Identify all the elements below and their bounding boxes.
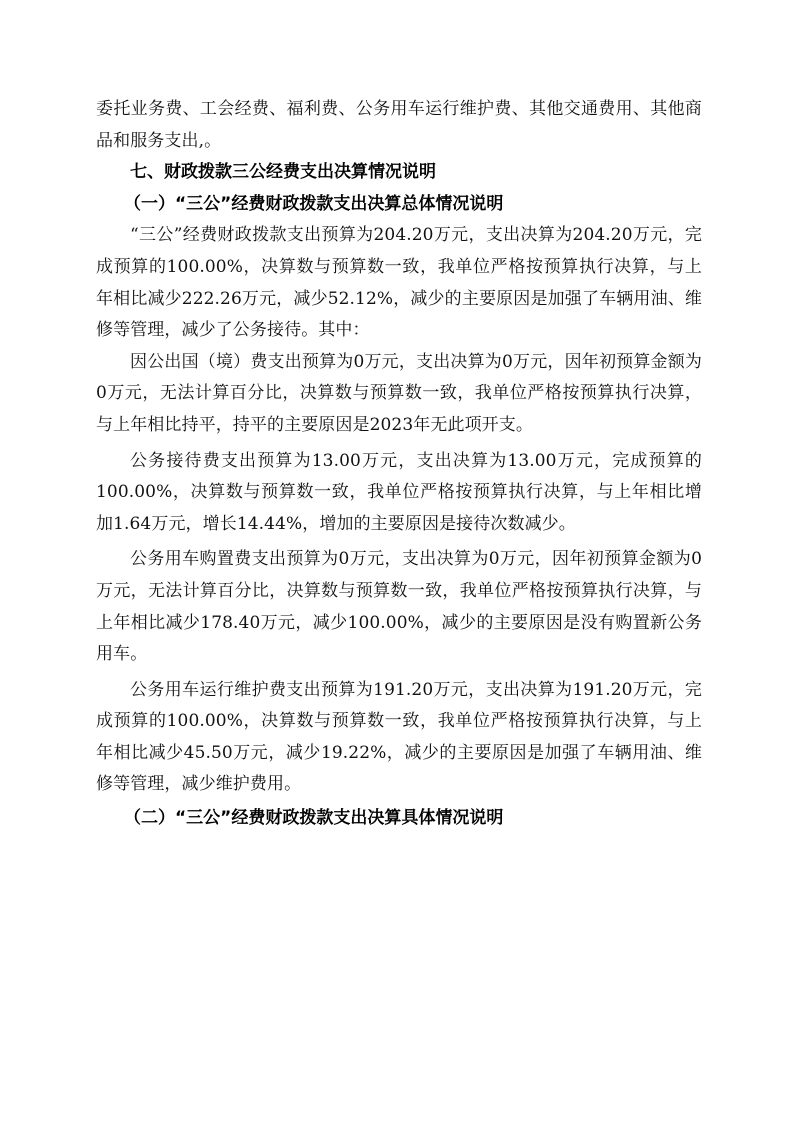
paragraph-overseas-travel: 因公出国（境）费支出预算为0万元，支出决算为0万元，因年初预算金额为0万元，无法计算百分比，决算数与预算数一致，我单位严格按预算执行决算，与上年相比持平，持平的主要原因是2023年无此项开支。 (96, 351, 702, 435)
continuation-paragraph: 委托业务费、工会经费、福利费、公务用车运行维护费、其他交通费用、其他商品和服务支出,。 (96, 99, 702, 151)
subsection-heading-overall: （一）“三公”经费财政拨款支出决算总体情况说明 (124, 193, 504, 214)
paragraph-official-reception: 公务接待费支出预算为13.00万元，支出决算为13.00万元，完成预算的100.00%，决算数与预算数一致，我单位严格按预算执行决算，与上年相比增加1.64万元，增长14.44%，增加的主要原因是接待次数减少。 (96, 450, 702, 534)
section-heading: 七、财政拨款三公经费支出决算情况说明 (130, 162, 436, 183)
document-body (96, 94, 702, 835)
paragraph-vehicle-purchase: 公务用车购置费支出预算为0万元，支出决算为0万元，因年初预算金额为0万元，无法计算百分比，决算数与预算数一致，我单位严格按预算执行决算，与上年相比减少178.40万元，减少100.00%，减少的主要原因是没有购置新公务用车。 (96, 549, 702, 665)
subsection-heading-specific: （二）“三公”经费财政拨款支出决算具体情况说明 (124, 808, 504, 829)
paragraph-vehicle-maintenance: 公务用车运行维护费支出预算为191.20万元，支出决算为191.20万元，完成预算的100.00%，决算数与预算数一致，我单位严格按预算执行决算，与上年相比减少45.50万元，减少19.22%，减少的主要原因是加强了车辆用油、维修等管理，减少维护费用。 (96, 679, 702, 795)
paragraph-overall-summary: “三公”经费财政拨款支出预算为204.20万元，支出决算为204.20万元，完成预算的100.00%，决算数与预算数一致，我单位严格按预算执行决算，与上年相比减少222.26万元，减少52.12%，减少的主要原因是加强了车辆用油、维修等管理，减少了公务接待。其中： (96, 225, 702, 341)
